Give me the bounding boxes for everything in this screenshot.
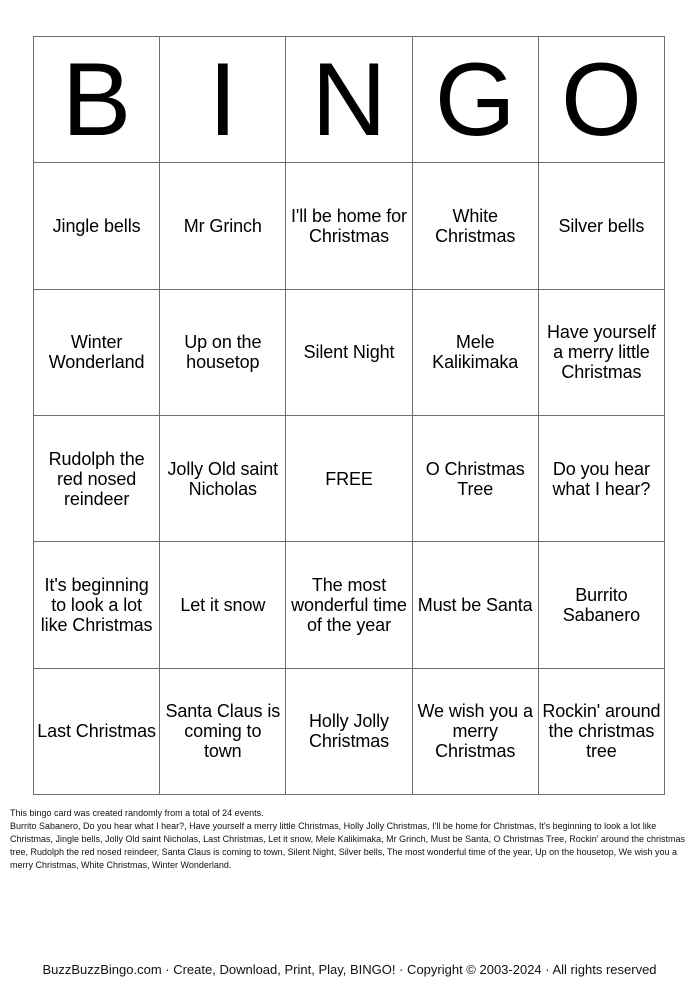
bingo-square: Jingle bells [34,163,160,289]
free-square: FREE [286,416,412,542]
header-letter-g: G [413,37,539,163]
bingo-square: The most wonderful time of the year [286,542,412,668]
bingo-square: Jolly Old saint Nicholas [160,416,286,542]
bingo-square: Holly Jolly Christmas [286,669,412,795]
event-list: Burrito Sabanero, Do you hear what I hear?, Have yourself a merry little Christmas, Holly Jolly Christmas, I'll be home for Christmas, It's beginning to look a lot like Christmas, Jingle bells, Jolly Old saint Nicholas, Last Christmas, Let it snow, Mele Kalikimaka, Mr Grinch, Must be Santa, O Christmas Tree, Rockin' around the christmas tree, Rudolph the red nosed reindeer, Santa Claus is coming to town, Silent Night, Silver bells, The most wonderful time of the year, Up on the housetop, We wish you a merry Christmas, White Christmas, Winter Wonderland. [10,821,685,870]
bingo-square: It's beginning to look a lot like Christmas [34,542,160,668]
bingo-square: O Christmas Tree [413,416,539,542]
bingo-square: Up on the housetop [160,290,286,416]
header-letter-o: O [539,37,665,163]
bingo-square: Rudolph the red nosed reindeer [34,416,160,542]
bingo-square: Let it snow [160,542,286,668]
header-letter-i: I [160,37,286,163]
bingo-square: Have yourself a merry little Christmas [539,290,665,416]
bingo-square: Santa Claus is coming to town [160,669,286,795]
card-description [10,807,692,872]
bingo-square: Mele Kalikimaka [413,290,539,416]
bingo-square: Mr Grinch [160,163,286,289]
header-letter-b: B [34,37,160,163]
bingo-square: Do you hear what I hear? [539,416,665,542]
bingo-square: Silent Night [286,290,412,416]
bingo-square: Must be Santa [413,542,539,668]
bingo-card [33,36,665,795]
bingo-square: I'll be home for Christmas [286,163,412,289]
card-intro: This bingo card was created randomly from a total of 24 events. [10,808,264,818]
bingo-square: We wish you a merry Christmas [413,669,539,795]
bingo-square: Rockin' around the christmas tree [539,669,665,795]
bingo-square: Burrito Sabanero [539,542,665,668]
header-letter-n: N [286,37,412,163]
footer-copyright: BuzzBuzzBingo.com · Create, Download, Print, Play, BINGO! · Copyright © 2003-2024 · All rights reserved [42,962,657,977]
bingo-square: White Christmas [413,163,539,289]
bingo-square: Winter Wonderland [34,290,160,416]
bingo-square: Last Christmas [34,669,160,795]
bingo-square: Silver bells [539,163,665,289]
